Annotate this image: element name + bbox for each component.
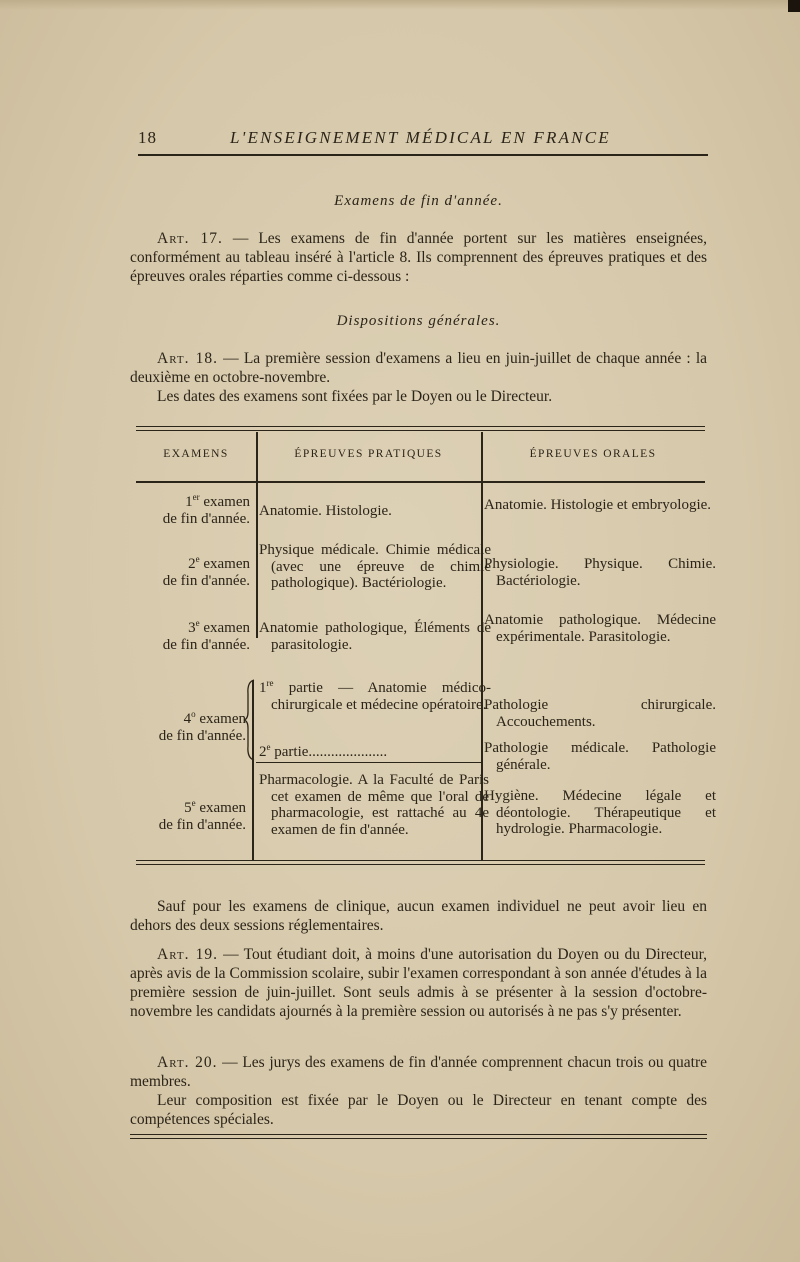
article-19-label: Art. 19. [157, 946, 219, 963]
exam-1-pratiques: Anatomie. Histologie. [259, 503, 392, 519]
article-18-text: — La première session d'examens a lieu en juin-juillet de chaque année : la deuxième en octobre-novembre. [130, 350, 707, 386]
exam-4-orales-part2: Pathologie médicale. Pathologie générale. [484, 740, 716, 773]
header-rule [138, 154, 708, 156]
exam-4-label: 4$^o$ examen de fin d'année. [158, 709, 246, 744]
page-number: 18 [138, 128, 157, 147]
table-header-orales: ÉPREUVES ORALES [529, 448, 657, 460]
running-header [138, 128, 708, 154]
page-edge-shadow [0, 0, 800, 10]
exam-5-label: 5e examen de fin d'année. [158, 798, 246, 833]
exam-5-pratiques: Pharmacologie. A la Faculté de Paris cet examen de même que l'oral de pharmacologie, est rattaché au 4e examen de fin d'année. [259, 772, 489, 838]
row-rule-5 [256, 762, 482, 763]
article-18 [130, 349, 707, 387]
footer-rule [130, 1134, 707, 1139]
article-20 [130, 1053, 707, 1091]
exam-5-orales: Hygiène. Médecine légale et déontologie. Thérapeutique et hydrologie. Pharmacologie. [484, 788, 716, 837]
exam-1-label: 1er examen de fin d'année. [162, 492, 250, 527]
section-heading-examens: Examens de fin d'année. [334, 193, 503, 209]
article-17-text: — Les examens de fin d'année portent sur les matières enseignées, conformément au tableau inséré à l'article 8. Ils comprennent des épreuves pratiques et des épreuves orales réparties comme ci-dessous : [130, 230, 708, 285]
table-bottom-rule [136, 860, 705, 865]
table-top-rule [136, 426, 705, 431]
section-heading-dispositions: Dispositions générales. [336, 313, 501, 329]
article-19-text: — Tout étudiant doit, à moins d'une autorisation du Doyen ou du Directeur, après avis de la Commission scolaire, subir l'examen correspondant à son année d'études à la première session de juin-juillet. Sont seuls admis à se présenter à la session d'octobre-novembre les candidats ajournés à la première session ou autorisés à ne pas s'y présenter. [130, 946, 707, 1020]
scan-corner [788, 0, 800, 12]
exam-4-pratiques-part1: 1re partie — Anatomie médico-chirurgicale et médecine opératoire. [259, 678, 491, 713]
exam-2-pratiques: Physique médicale. Chimie médicale (avec une épreuve de chimie pathologique). Bactériologie. [259, 542, 491, 591]
paragraph-sessions: Sauf pour les examens de clinique, aucun examen individuel ne peut avoir lieu en dehors des deux sessions réglementaires. [130, 898, 707, 934]
exam-4-brace [243, 678, 257, 762]
table-header-pratiques: ÉPREUVES PRATIQUES [294, 448, 443, 460]
article-20-text: — Les jurys des examens de fin d'année comprennent chacun trois ou quatre membres. [130, 1054, 708, 1090]
exam-2-orales: Physiologie. Physique. Chimie. Bactériologie. [484, 556, 716, 589]
exam-3-orales: Anatomie pathologique. Médecine expérimentale. Parasitologie. [484, 612, 716, 645]
article-18-dates: Les dates des examens sont fixées par le Doyen ou le Directeur. [157, 388, 553, 405]
exam-4-pratiques-part2: 2e partie..................... [259, 744, 388, 760]
article-20-composition: Leur composition est fixée par le Doyen ou le Directeur en tenant compte des compétences spéciales. [130, 1092, 707, 1128]
exam-4-orales-part1: Pathologie chirurgicale. Accouchements. [484, 697, 716, 730]
article-19 [130, 945, 707, 1021]
col-divider-1-top [256, 432, 258, 638]
exam-2-label: 2e examen de fin d'année. [162, 554, 250, 589]
running-title: L'ENSEIGNEMENT MÉDICAL EN FRANCE [230, 128, 611, 147]
table-header-examens: EXAMENS [163, 448, 229, 460]
exam-3-label: 3e examen de fin d'année. [162, 618, 250, 653]
article-18-label: Art. 18. [157, 350, 218, 367]
article-17-label: Art. 17. [157, 230, 223, 247]
article-20-label: Art. 20. [157, 1054, 218, 1071]
article-17 [130, 229, 707, 286]
exam-3-pratiques: Anatomie pathologique, Éléments de parasitologie. [259, 620, 491, 653]
exam-1-orales: Anatomie. Histologie et embryologie. [484, 497, 712, 513]
table-header-rule [136, 481, 705, 483]
